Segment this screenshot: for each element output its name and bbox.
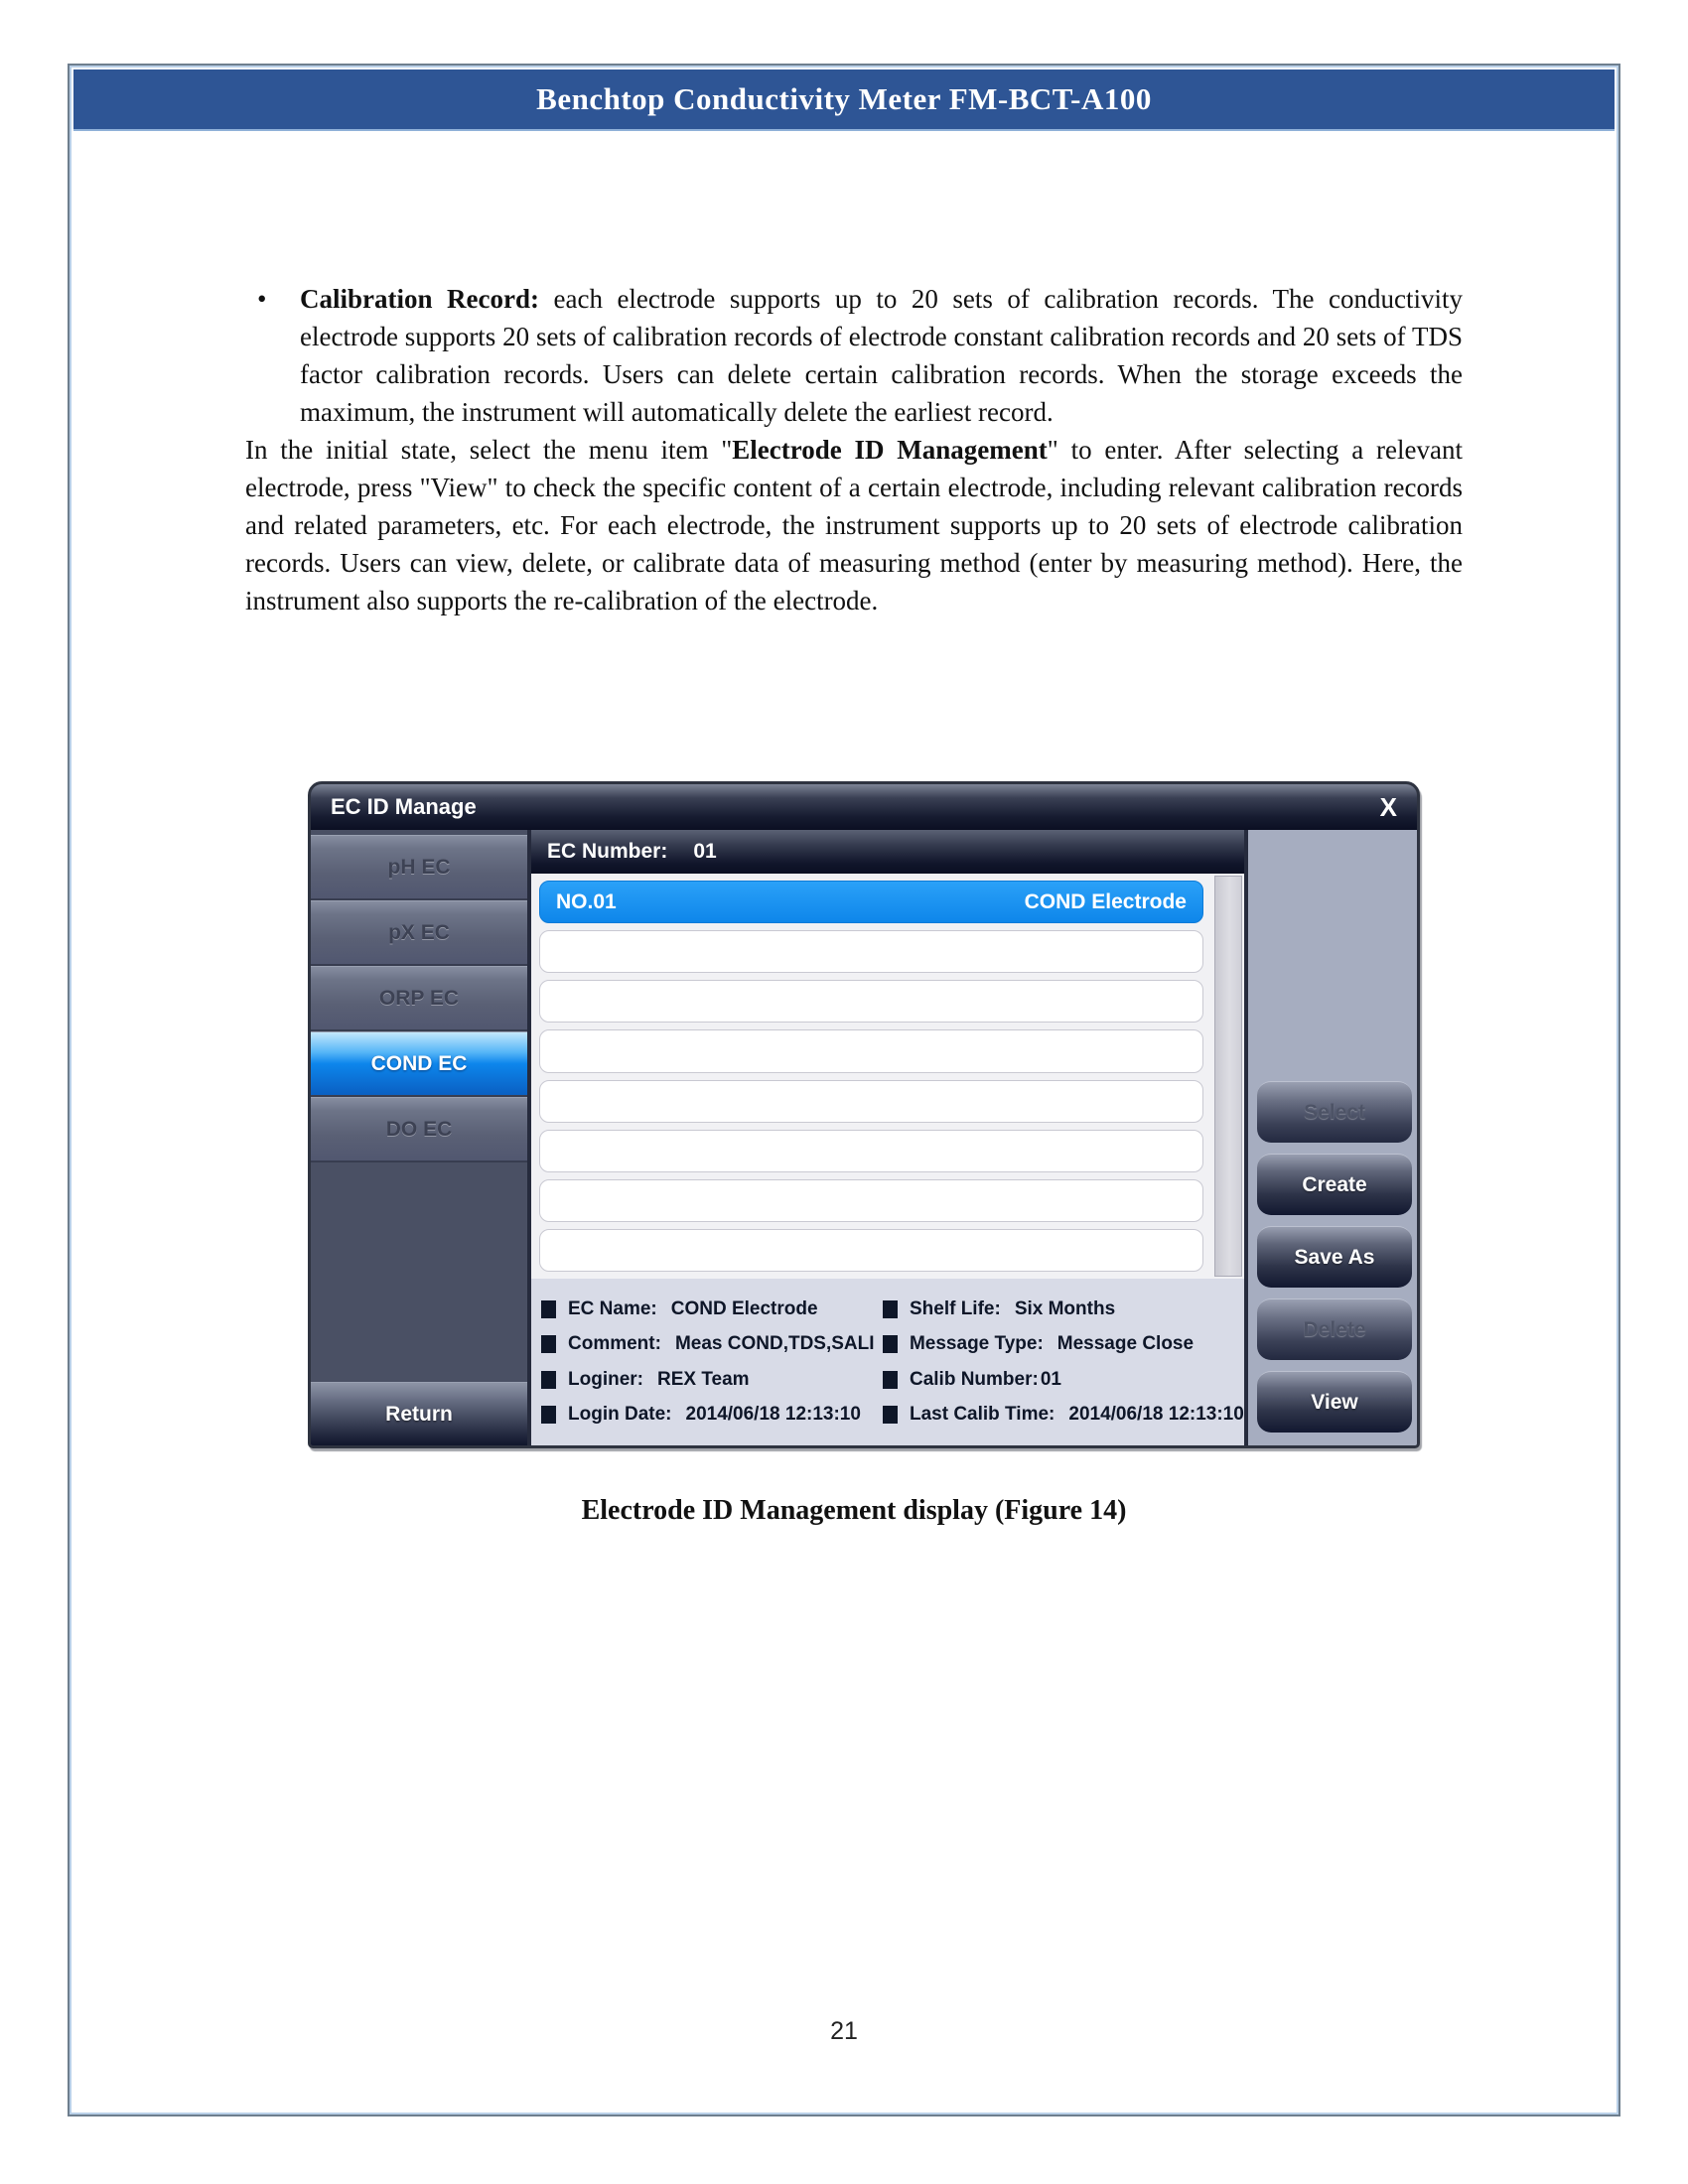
ec-number-value: 01: [693, 840, 717, 863]
action-button-panel: [1248, 830, 1417, 1445]
field-bullet-icon: [883, 1371, 898, 1389]
field-label: Shelf Life:: [909, 1297, 1001, 1319]
sidebar-item-orp-ec[interactable]: [311, 966, 527, 1031]
sidebar-item-ph-ec[interactable]: [311, 835, 527, 900]
ec-number-bar: [531, 830, 1244, 874]
field-bullet-icon: [883, 1300, 898, 1318]
info-field-loginer: [541, 1369, 883, 1391]
sidebar-item-label: ORP EC: [378, 986, 460, 1010]
field-value: Message Close: [1056, 1333, 1195, 1355]
electrode-row-empty[interactable]: [539, 930, 1203, 973]
sidebar-item-cond-ec[interactable]: [311, 1031, 527, 1097]
sidebar-item-px-ec[interactable]: [311, 900, 527, 966]
electrode-row-empty[interactable]: [539, 1130, 1203, 1172]
paragraph-text: " to enter. After selecting a relevant electrode, press "View" to check the specific content of a certain electrode, including relevant calibration records and related parameters, etc. For each electrode, the instrument supports up to 20 sets of electrode calibration records. Users can view, delete, or calibrate data of measuring method (enter by measuring method). Here, the instrument also supports the re-calibration of the electrode.: [245, 435, 1464, 615]
sidebar-item-label: pX EC: [388, 920, 450, 944]
info-field-login-date: [541, 1404, 883, 1426]
field-bullet-icon: [541, 1371, 556, 1389]
electrode-row-empty[interactable]: [539, 980, 1203, 1023]
electrode-row-empty[interactable]: [539, 1080, 1203, 1123]
info-field-message-type: [883, 1333, 1238, 1355]
field-bullet-icon: [883, 1406, 898, 1424]
return-button-label: Return: [385, 1402, 453, 1426]
field-label: Comment:: [568, 1333, 661, 1355]
field-label: EC Name:: [568, 1297, 657, 1319]
ec-id-manage-dialog: [308, 781, 1420, 1448]
field-value: REX Team: [657, 1368, 750, 1390]
electrode-row-empty[interactable]: [539, 1229, 1203, 1272]
electrode-list-panel: [527, 830, 1248, 1445]
page-number: 21: [830, 2017, 858, 2045]
info-field-calib-number: [883, 1369, 1238, 1391]
field-value: 2014/06/18 12:13:10: [1068, 1404, 1244, 1426]
header-banner: [73, 69, 1615, 131]
paragraph-bold: Electrode ID Management: [732, 435, 1048, 465]
info-field-shelf-life: [883, 1298, 1238, 1320]
field-bullet-icon: [883, 1335, 898, 1353]
button-label: Delete: [1303, 1317, 1366, 1341]
paragraph: [245, 431, 1463, 619]
sidebar-spacer: [311, 1162, 527, 1382]
delete-button[interactable]: [1257, 1298, 1412, 1360]
field-bullet-icon: [541, 1300, 556, 1318]
figure-caption: Electrode ID Management display (Figure 14): [581, 1495, 1127, 1526]
button-label: Select: [1304, 1100, 1365, 1124]
ec-number-label: EC Number:: [547, 840, 668, 863]
bullet-body: each electrode supports up to 20 sets of calibration records. The conductivity electrode supports 20 sets of calibration records of electrode constant calibration records and 20 sets of TDS factor calibration records. Users can delete certain calibration records. When the storage exceeds the maximum, the instrument will automatically delete the earliest record.: [300, 284, 1464, 427]
bullet-heading: Calibration Record:: [300, 284, 539, 314]
dialog-content: [311, 830, 1417, 1445]
field-value: Six Months: [1014, 1297, 1116, 1319]
electrode-info-panel: [531, 1279, 1244, 1445]
save-as-button[interactable]: [1257, 1226, 1412, 1288]
field-label: Last Calib Time:: [909, 1404, 1055, 1426]
return-button[interactable]: [311, 1382, 527, 1445]
field-label: Calib Number:: [909, 1368, 1039, 1390]
button-label: Create: [1302, 1172, 1367, 1196]
electrode-row-number: NO.01: [556, 889, 617, 913]
electrode-row-empty[interactable]: [539, 1179, 1203, 1222]
sidebar-item-label: COND EC: [370, 1051, 468, 1075]
bullet-marker: •: [257, 284, 267, 314]
electrode-list-wrap: [531, 874, 1244, 1279]
sidebar-item-do-ec[interactable]: [311, 1097, 527, 1162]
electrode-row-selected[interactable]: [539, 881, 1203, 923]
electrode-row-name: COND Electrode: [1024, 889, 1187, 913]
electrode-type-sidebar: [311, 830, 527, 1445]
field-bullet-icon: [541, 1335, 556, 1353]
document-title: Benchtop Conductivity Meter FM-BCT-A100: [536, 81, 1152, 116]
field-value: 01: [1040, 1368, 1061, 1390]
button-label: View: [1311, 1390, 1358, 1414]
dialog-titlebar: [311, 784, 1417, 830]
sidebar-item-label: DO EC: [385, 1117, 453, 1141]
field-label: Login Date:: [568, 1404, 672, 1426]
field-value: 2014/06/18 12:13:10: [685, 1404, 861, 1426]
close-icon[interactable]: X: [1379, 792, 1397, 822]
field-label: Loginer:: [568, 1368, 643, 1390]
electrode-list: [531, 874, 1209, 1279]
info-field-comment: [541, 1333, 883, 1355]
button-label: Save As: [1294, 1245, 1375, 1269]
dialog-title: EC ID Manage: [331, 794, 477, 819]
field-value: COND Electrode: [670, 1297, 818, 1319]
field-bullet-icon: [541, 1406, 556, 1424]
bullet-paragraph: [245, 280, 1463, 431]
info-field-ec-name: [541, 1298, 883, 1320]
paragraph-text: In the initial state, select the menu item ": [245, 435, 733, 465]
page-frame: [68, 64, 1620, 2116]
sidebar-item-label: pH EC: [387, 855, 451, 879]
electrode-row-empty[interactable]: [539, 1029, 1203, 1072]
field-value: Meas COND,TDS,SALI: [674, 1333, 875, 1355]
select-button[interactable]: [1257, 1081, 1412, 1143]
list-scrollbar[interactable]: [1214, 876, 1242, 1277]
view-button[interactable]: [1257, 1371, 1412, 1433]
body-text: [245, 280, 1463, 619]
field-label: Message Type:: [909, 1333, 1044, 1355]
create-button[interactable]: [1257, 1154, 1412, 1215]
info-field-last-calib-time: [883, 1404, 1244, 1426]
